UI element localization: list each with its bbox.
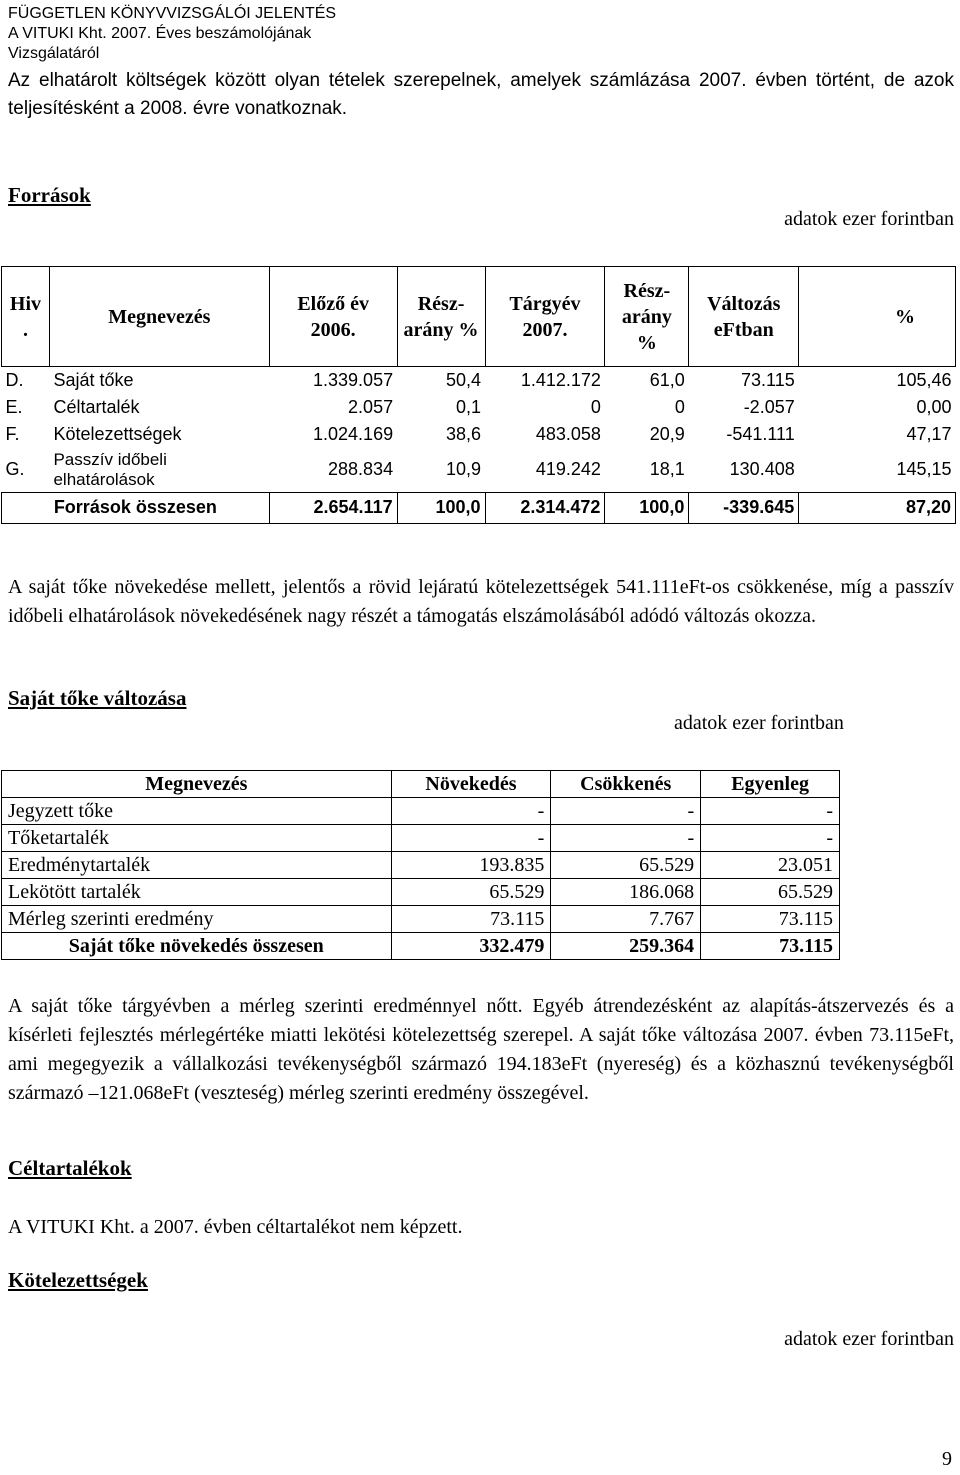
row-change: -541.111 [726,424,795,444]
row-name: Kötelezettségek [53,424,182,444]
table-row [2,825,840,852]
row-decrease: - [551,798,701,825]
row-code: F. [5,424,20,444]
sources-paragraph: A saját tőke növekedése mellett, jelentős a rövid lejáratú kötelezettségek 541.111eFt-os csökkenése, míg a passzív időbeli elhatárolások növekedésének nagy részét a támogatás elszámolásából adódó változás okozza. [8,576,954,627]
row-name: Passzív időbeli elhatárolások [53,449,167,489]
row-name: Eredménytartalék [2,852,392,879]
row-share1: 38,6 [445,424,481,444]
col-header-name: Megnevezés [2,771,392,798]
liabilities-unit-note: adatok ezer forintban [784,1328,954,1350]
col-header-prev: Előző év 2006. [269,267,397,367]
col-header-hiv: Hiv . [2,267,50,367]
report-title: FÜGGETLEN KÖNYVVIZSGÁLÓI JELENTÉS [8,5,337,22]
col-header-name: Megnevezés [49,267,269,367]
row-balance: 23.051 [701,852,840,879]
row-balance: - [701,798,840,825]
equity-table [1,770,840,960]
total-row [2,492,956,523]
total-label: Források összesen [2,492,270,523]
row-change: 73.115 [741,370,795,390]
total-increase: 332.479 [391,933,551,960]
sources-header-row [2,267,956,367]
table-row [2,906,840,933]
provisions-heading: Céltartalékok [8,1156,132,1180]
equity-header-row [2,771,840,798]
total-share2: 100,0 [605,492,689,523]
col-header-pct: % [799,267,956,367]
total-decrease: 259.364 [551,933,701,960]
row-change: -2.057 [743,397,795,417]
total-curr: 2.314.472 [485,492,605,523]
row-name: Mérleg szerinti eredmény [2,906,392,933]
col-header-decrease: Csökkenés [551,771,701,798]
row-change: 130.408 [729,459,795,480]
row-curr: 1.412.172 [520,370,601,390]
row-share1: 0,1 [455,397,481,417]
row-curr: 483.058 [535,424,601,444]
table-row [2,394,956,421]
row-name: Tőketartalék [2,825,392,852]
row-code: E. [5,397,23,417]
row-curr: 419.242 [535,459,601,480]
row-name: Saját tőke [53,370,134,390]
row-share2: 20,9 [649,424,685,444]
equity-heading: Saját tőke változása [8,686,187,710]
liabilities-heading: Kötelezettségek [8,1268,148,1292]
col-header-share1: Rész- arány % [397,267,485,367]
row-pct: 47,17 [906,424,952,444]
row-prev: 288.834 [328,459,394,480]
table-row [2,852,840,879]
provisions-text: A VITUKI Kht. a 2007. évben céltartalékot nem képzett. [8,1216,463,1238]
col-header-curr: Tárgyév 2007. [485,267,605,367]
row-increase: 73.115 [391,906,551,933]
row-increase: 65.529 [391,879,551,906]
row-decrease: 186.068 [551,879,701,906]
table-row [2,879,840,906]
total-share1: 100,0 [397,492,485,523]
total-label: Saját tőke növekedés összesen [2,933,392,960]
total-prev: 2.654.117 [269,492,397,523]
row-prev: 1.339.057 [313,370,394,390]
row-increase: 193.835 [391,852,551,879]
row-decrease: 7.767 [551,906,701,933]
row-share1: 50,4 [445,370,481,390]
row-balance: - [701,825,840,852]
total-row [2,933,840,960]
equity-unit-note: adatok ezer forintban [674,712,844,734]
row-balance: 65.529 [701,879,840,906]
row-share2: 61,0 [649,370,685,390]
sources-unit-note: adatok ezer forintban [784,208,954,230]
col-header-change: Változás eFtban [689,267,799,367]
row-curr: 0 [590,397,601,417]
row-balance: 73.115 [701,906,840,933]
row-share1: 10,9 [445,459,481,480]
equity-paragraph: A saját tőke tárgyévben a mérleg szerinti eredménnyel nőtt. Egyéb átrendezésként az alapítás-átszervezés és a kísérleti fejlesztés mérlegértéke miatti lekötési kötelezettség szerepel. A saját tőke változása 2007. évben 73.115eFt, ami megegyezik a vállalkozási tevékenységből származó 194.183eFt (nyereség) és a közhasznú tevékenységből származó –121.068eFt (veszteség) mérleg szerinti eredmény összegével. [8,995,954,1104]
total-pct: 87,20 [799,492,956,523]
col-header-balance: Egyenleg [701,771,840,798]
row-increase: - [391,825,551,852]
col-header-share2: Rész- arány % [605,267,689,367]
row-share2: 0 [674,397,685,417]
row-prev: 2.057 [348,397,394,417]
col-header-increase: Növekedés [391,771,551,798]
row-code: D. [5,370,24,390]
intro-paragraph: Az elhatárolt költségek között olyan tételek szerepelnek, amelyek számlázása 2007. évben történt, de azok teljesítésként a 2008. évre vonatkoznak. [8,70,954,119]
row-decrease: 65.529 [551,852,701,879]
row-decrease: - [551,825,701,852]
sources-table [1,266,956,524]
row-name: Céltartalék [53,397,140,417]
row-pct: 0,00 [916,397,952,417]
row-pct: 145,15 [896,459,952,480]
row-pct: 105,46 [896,370,952,390]
row-share2: 18,1 [649,459,685,480]
sources-heading: Források [8,183,91,207]
table-row [2,367,956,395]
page-number: 9 [942,1448,952,1470]
total-balance: 73.115 [701,933,840,960]
row-name: Jegyzett tőke [2,798,392,825]
table-row [2,421,956,448]
table-row [2,798,840,825]
row-increase: - [391,798,551,825]
row-name: Lekötött tartalék [2,879,392,906]
report-subtitle-2: Vizsgálatáról [8,45,100,62]
total-change: -339.645 [689,492,799,523]
row-prev: 1.024.169 [313,424,394,444]
row-code: G. [5,459,25,480]
report-subtitle: A VITUKI Kht. 2007. Éves beszámolójának [8,25,312,42]
table-row [2,448,956,492]
